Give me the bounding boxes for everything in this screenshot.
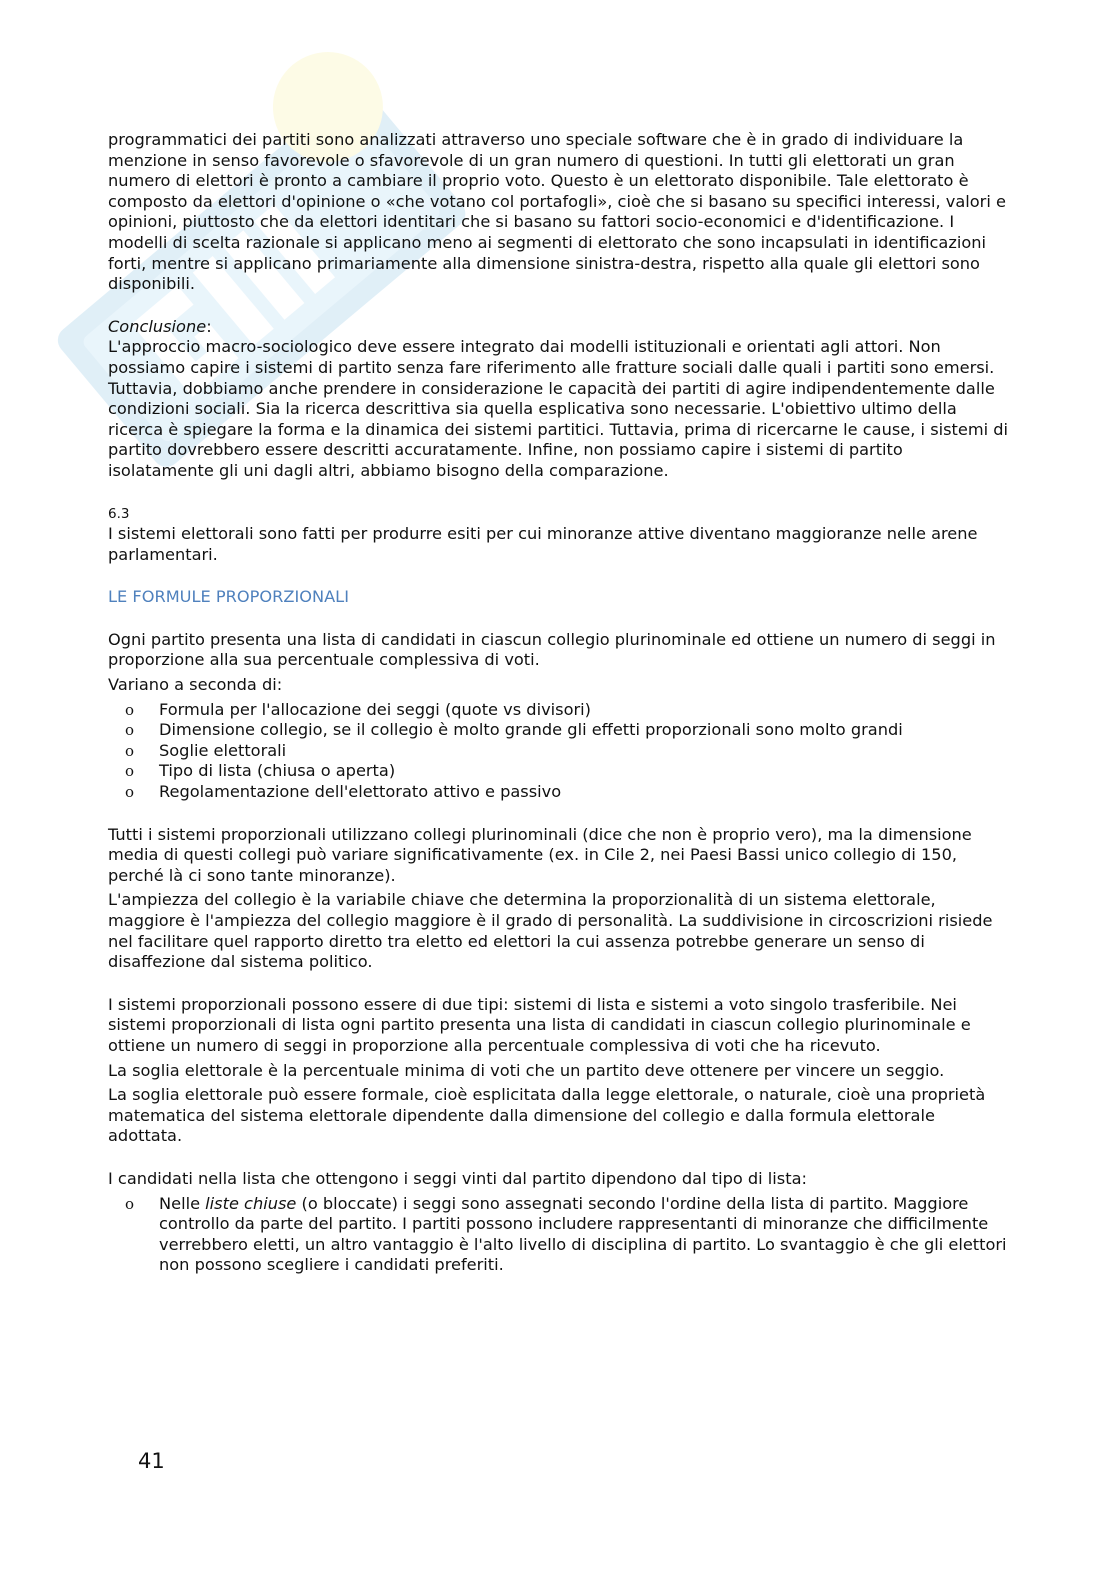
subheading: LE FORMULE PROPORZIONALI [108, 587, 349, 607]
bullet-icon: o [125, 721, 135, 740]
bullet-icon: o [125, 783, 135, 802]
list-item: o Formula per l'allocazione dei seggi (quote vs divisori) [125, 699, 591, 719]
section-intro: I sistemi elettorali sono fatti per produrre esiti per cui minoranze attive diventano maggioranze nelle arene parlamentari. [108, 524, 978, 564]
lista-list [108, 1194, 1013, 1276]
page-number: 41 [138, 1449, 165, 1473]
vary-label: Variano a seconda di: [108, 675, 283, 695]
conclusion-text: L'approccio macro-sociologico deve essere integrato dai modelli istituzionali e orientati agli attori. Non possiamo capire i sistemi di partito senza fare riferimento alle fratture sociali dalle quali i partiti sono emersi. Tuttavia, dobbiamo anche prendere in considerazione le capacità dei partiti di agire indipendentemente dalle condizioni sociali. Sia la ricerca descrittiva sia quella esplicativa sono necessarie. L'obiettivo ultimo della ricerca è spiegare la forma e la dinamica dei sistemi partitici. Tuttavia, prima di ricercarne le cause, i sistemi di partito dovrebbero essere descritti accuratamente. Infine, non possiamo capire i sistemi di partito isolatamente gli uni dagli altri, abbiamo bisogno della comparazione. [108, 337, 1009, 480]
page-content [108, 130, 1013, 1276]
paragraph-types: I sistemi proporzionali possono essere di due tipi: sistemi di lista e sistemi a voto singolo trasferibile. Nei sistemi proporzionali di lista ogni partito presenta una lista di candidati in ciascun collegio plurinominale e ottiene un numero di seggi in proporzione alla percentuale complessiva di voti che ha ricevuto. [108, 994, 971, 1055]
paragraph-rational-choice: programmatici dei partiti sono analizzati attraverso uno speciale software che è in grado di individuare la menzione in senso favorevole o sfavorevole di un gran numero di questioni. In tutti gli elettorati un gran numero di elettori è pronto a cambiare il proprio voto. Questo è un elettorato disponibile. Tale elettorato è composto da elettori d'opinione o «che votano col portafogli», cioè che si basano su specifici interessi, valori e opinioni, piuttosto che da elettori identitari che si basano su fattori socio-economici e d'identificazione. I modelli di scelta razionale si applicano meno ai segmenti di elettorato che sono incapsulati in identificazioni forti, mentre si applicano primariamente alla dimensione sinistra-destra, rispetto alla quale gli elettori sono disponibili. [108, 130, 1006, 294]
paragraph-candidati: I candidati nella lista che ottengono i seggi vinti dal partito dipendono dal tipo di lista: [108, 1168, 807, 1188]
conclusion-paragraph [108, 317, 1013, 338]
paragraph-soglia-def: La soglia elettorale è la percentuale minima di voti che un partito deve ottenere per vincere un seggio. [108, 1060, 945, 1080]
bullet-icon: o [125, 741, 135, 760]
bullet-icon: o [125, 762, 135, 781]
bullet-icon: o [125, 1194, 135, 1213]
paragraph-ampiezza: L'ampiezza del collegio è la variabile chiave che determina la proporzionalità di un sistema elettorale, maggiore è l'ampiezza del collegio maggiore è il grado di personalità. La suddivisione in circoscrizioni risiede nel facilitare quel rapporto diretto tra eletto ed elettori la cui assenza potrebbe generare un senso di disaffezione dal sistema politico. [108, 890, 993, 972]
list-item: o Tipo di lista (chiusa o aperta) [125, 761, 396, 781]
paragraph-soglia-type: La soglia elettorale può essere formale, cioè esplicitata dalla legge elettorale, o naturale, cioè una proprietà matematica del sistema elettorale dipendente dalla dimensione del collegio e dalla formula elettorale adottata. [108, 1085, 986, 1146]
list-item: o Soglie elettorali [125, 740, 287, 760]
list-item: o Regolamentazione dell'elettorato attivo e passivo [125, 782, 562, 802]
section-number: 6.3 [108, 505, 130, 522]
conclusion-colon: : [206, 316, 212, 336]
conclusion-label: Conclusione [108, 316, 207, 336]
proportional-intro: Ogni partito presenta una lista di candidati in ciascun collegio plurinominale ed ottiene un numero di seggi in proporzione alla sua percentuale complessiva di voti. [108, 629, 996, 670]
list-item: o Nelle liste chiuse (o bloccate) i seggi sono assegnati secondo l'ordine della lista di partito. Maggiore controllo da parte del partito. I partiti possono includere rappresentanti di minoranze che difficilmente verrebbero eletti, un altro vantaggio è l'alto livello di disciplina di partito. Lo svantaggio è che gli elettori non possono scegliere i candidati preferiti. [125, 1193, 1007, 1275]
vary-list [108, 700, 1013, 803]
bullet-icon: o [125, 700, 135, 719]
list-item: o Dimensione collegio, se il collegio è molto grande gli effetti proporzionali sono molto grandi [125, 720, 903, 740]
emphasis: liste chiuse [205, 1193, 297, 1213]
paragraph-plurinominal: Tutti i sistemi proporzionali utilizzano collegi plurinominali (dice che non è proprio vero), ma la dimensione media di questi collegi può variare significativamente (ex. in Cile 2, nei Paesi Bassi unico collegio di 150, perché là ci sono tante minoranze). [108, 824, 972, 885]
